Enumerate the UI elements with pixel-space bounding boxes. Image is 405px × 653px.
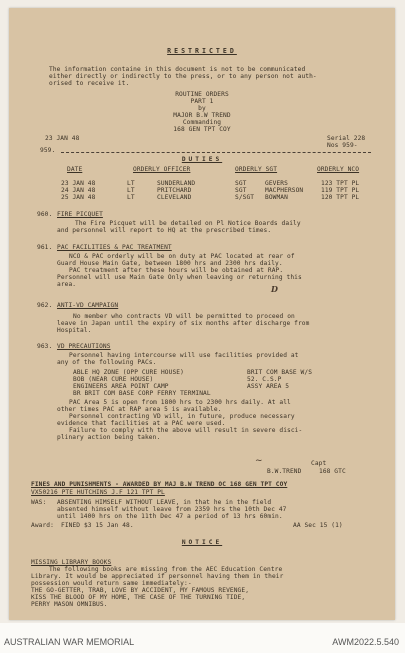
serial-number: Serial 228 — [327, 135, 366, 142]
award-label: Award: — [31, 522, 54, 529]
officer-name: CLEVELAND — [157, 194, 192, 201]
item-text: plinary action being taken. — [57, 434, 161, 441]
commander-name: MAJOR B.W TREND — [173, 112, 231, 119]
item-title: FIRE PICQUET — [57, 211, 103, 218]
nco-unit: 120 TPT PL — [321, 194, 360, 201]
notice-title: MISSING LIBRARY BOOKS — [31, 559, 112, 566]
notice-heading: NOTICE — [181, 539, 223, 546]
charge-text: ABSENTING HIMSELF WITHOUT LEAVE, in that he in the field — [57, 499, 272, 506]
charge-text: until 1400 hrs on the 11th Dec 47 a period of 13 hrs 60min. — [57, 513, 283, 520]
pac-location: BOB (NEAR CURE HOUSE) — [73, 376, 154, 383]
notice-text: The following books are missing from the AEC Education Centre — [49, 566, 283, 573]
archive-name: AUSTRALIAN WAR MEMORIAL — [4, 637, 135, 647]
item-text: No member who contracts VD will be permitted to proceed on — [73, 313, 295, 320]
signature-name: B.W.TREND — [267, 468, 302, 475]
order-numbers: Nos 959- — [327, 142, 358, 149]
sgt-rank: SGT — [235, 187, 247, 194]
archive-footer — [0, 623, 405, 653]
column-header: ORDERLY SGT — [235, 166, 278, 173]
duty-date: 25 JAN 48 — [61, 194, 96, 201]
item-text: Personnel will use Main Gate Only when leaving or returning this — [57, 274, 302, 281]
classification-heading: RESTRICTED — [167, 47, 237, 55]
nco-unit: 119 TPT PL — [321, 187, 360, 194]
item-text: NCO & PAC orderly will be on duty at PAC located at rear of — [69, 253, 295, 260]
handwritten-mark: D — [271, 284, 278, 294]
item-number: 960. — [37, 211, 53, 218]
signature-scrawl: ~ — [255, 456, 263, 466]
item-text: The Fire Picquet will be detailed on Pl Notice Boards daily — [75, 220, 301, 227]
order-title: ROUTINE ORDERS — [175, 91, 229, 98]
item-text: Guard House Main Gate, between 1800 hrs and 2300 hrs daily. — [57, 260, 283, 267]
pac-location: BRIT COM BASE W/S — [247, 369, 313, 376]
item-text: PAC treatment after these hours will be obtained at RAP. — [69, 267, 284, 274]
pac-location: ABLE HQ ZONE (OPP CURE HOUSE) — [73, 369, 184, 376]
item-title: VD PRECAUTIONS — [57, 343, 111, 350]
award-text: FINED $3 15 Jan 48. — [61, 522, 134, 529]
item-number: 959. — [40, 147, 56, 154]
officer-name: SUNDERLAND — [157, 180, 196, 187]
item-text: PAC Area 5 is open from 1800 hrs to 2300 hrs daily. At all — [69, 399, 291, 406]
item-text: evidence that facilities at a PAC were used. — [57, 420, 226, 427]
order-part: PART 1 — [190, 98, 214, 105]
signature-rank: Capt — [311, 460, 327, 467]
item-number: 962. — [37, 302, 53, 309]
item-number: 961. — [37, 244, 53, 251]
fines-subject: VX50216 PTE HUTCHINS J.F 121 TPT PL — [31, 489, 165, 496]
order-date: 23 JAN 48 — [45, 135, 80, 142]
item-text: Personnel having intercourse will use facilities provided at — [69, 352, 299, 359]
pac-location: 52. C.S.P — [247, 376, 282, 383]
divider — [61, 152, 371, 153]
security-notice-line: either directly or indirectly to the press, or to any person not auth- — [49, 73, 317, 80]
security-notice-line: The information containe in this document is not to be communicated — [49, 66, 306, 73]
notice-text: Library. It would be appreciated if personnel having them in their — [31, 573, 284, 580]
commanding-label: Commanding — [182, 119, 222, 126]
item-number: 963. — [37, 343, 53, 350]
officer-rank: LT — [127, 194, 135, 201]
officer-rank: LT — [127, 180, 135, 187]
duty-date: 23 JAN 48 — [61, 180, 96, 187]
charge-text: absented himself without leave from 2359 hrs the 10th Dec 47 — [57, 506, 287, 513]
column-header: DATE — [67, 166, 83, 173]
officer-rank: LT — [127, 187, 135, 194]
unit-name: 168 GEN TPT COY — [173, 126, 231, 133]
charge-label: WAS: — [31, 499, 47, 506]
column-header: ORDERLY NCO — [317, 166, 360, 173]
fines-heading: FINES AND PUNISHMENTS - AWARDED BY MAJ B.W TREND OC 168 GEN TPT COY — [31, 481, 288, 488]
security-notice-line: orised to receive it. — [49, 80, 130, 87]
item-title: PAC FACILITIES & PAC TREATMENT — [57, 244, 172, 251]
pac-location: ENGINEERS AREA POINT CAMP — [73, 383, 169, 390]
book-list: KISS THE BLOOD OF MY HOME, THE CASE OF THE TURNING TIDE, — [31, 594, 246, 601]
officer-name: PRITCHARD — [157, 187, 192, 194]
sgt-rank: S/SGT — [235, 194, 255, 201]
archive-reference: AWM2022.5.540 — [332, 637, 399, 647]
nco-unit: 123 TPT PL — [321, 180, 360, 187]
item-text: area. — [57, 281, 77, 288]
item-text: leave in Japan until the expiry of six months after discharge from — [57, 320, 310, 327]
item-text: Hospital. — [57, 327, 92, 334]
order-by: by — [198, 105, 206, 112]
sgt-name: MACPHERSON — [265, 187, 304, 194]
item-text: and personnel will report to HQ at the prescribed times. — [57, 227, 272, 234]
duty-date: 24 JAN 48 — [61, 187, 96, 194]
award-reference: AA Sec 15 (1) — [293, 522, 343, 529]
item-text: any of the following PACs. — [57, 359, 157, 366]
document-page — [9, 8, 395, 620]
sgt-name: GEVERS — [265, 180, 288, 187]
notice-text: possession would return same immediately:- — [31, 580, 192, 587]
item-text: Personnel contracting VD will, in future, produce necessary — [69, 413, 295, 420]
item-text: Failure to comply with the above will result in severe disci- — [69, 427, 303, 434]
column-header: ORDERLY OFFICER — [133, 166, 191, 173]
item-text: other times PAC at RAP area 5 is available. — [57, 406, 222, 413]
book-list: THE GO-GETTER, TRAB, LOVE BY ACCIDENT, MY FAMOUS REVENGE, — [31, 587, 250, 594]
sgt-rank: SGT — [235, 180, 247, 187]
pac-location: BR BRIT COM BASE CORP FERRY TERMINAL — [73, 390, 211, 397]
item-title: ANTI-VD CAMPAIGN — [57, 302, 119, 309]
signature — [255, 456, 263, 466]
signature-unit: 168 GTC — [319, 468, 346, 475]
duties-heading: DUTIES — [181, 156, 223, 163]
pac-location: ASSY AREA 5 — [247, 383, 290, 390]
sgt-name: BOWMAN — [265, 194, 288, 201]
book-list: PERRY MASON OMNIBUS. — [31, 601, 108, 608]
